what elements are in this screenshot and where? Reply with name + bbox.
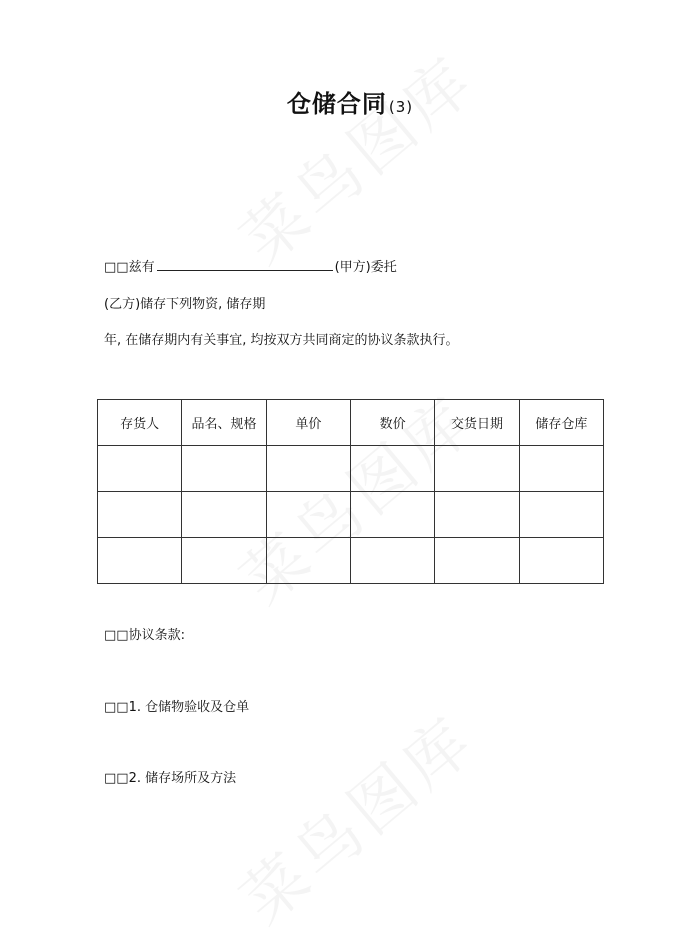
table-cell xyxy=(350,538,434,584)
table-cell xyxy=(435,446,519,492)
table-row xyxy=(98,538,604,584)
table-row xyxy=(98,446,604,492)
table-cell xyxy=(519,446,603,492)
page-title xyxy=(0,84,700,119)
table-cell xyxy=(182,446,266,492)
table-cell xyxy=(182,492,266,538)
table-cell xyxy=(435,538,519,584)
watermark xyxy=(218,31,492,281)
table-header-row xyxy=(98,400,604,446)
table-cell xyxy=(182,538,266,584)
table-header-cell: 品名、规格 xyxy=(182,400,266,446)
watermark xyxy=(218,691,492,941)
table-cell xyxy=(266,446,350,492)
table-header-cell: 单价 xyxy=(266,400,350,446)
intro-line-2: (乙方)储存下列物资, 储存期 xyxy=(104,297,266,312)
intro-line-1 xyxy=(104,256,397,275)
table-cell xyxy=(98,538,182,584)
goods-table xyxy=(97,399,604,584)
table-row xyxy=(98,492,604,538)
table-cell xyxy=(519,538,603,584)
intro-line-1-suffix: (甲方)委托 xyxy=(334,260,397,275)
title-main: 仓储合同 xyxy=(286,90,387,118)
table-cell xyxy=(266,492,350,538)
intro-line-3: 年, 在储存期内有关事宜, 均按双方共同商定的协议条款执行。 xyxy=(104,333,459,348)
intro-line-1-prefix: □□兹有 xyxy=(104,260,155,275)
table-cell xyxy=(350,492,434,538)
table-cell xyxy=(98,446,182,492)
clause-item-1: □□1. 仓储物验收及仓单 xyxy=(104,700,250,715)
table-header-cell: 存货人 xyxy=(98,400,182,446)
table-cell xyxy=(98,492,182,538)
table-cell xyxy=(519,492,603,538)
table-header-cell: 数价 xyxy=(350,400,434,446)
table-cell xyxy=(435,492,519,538)
clause-item-2: □□2. 储存场所及方法 xyxy=(104,771,237,786)
table-header-cell: 储存仓库 xyxy=(519,400,603,446)
party-a-blank xyxy=(157,257,333,271)
clauses-heading: □□协议条款: xyxy=(104,628,185,643)
table-header-cell: 交货日期 xyxy=(435,400,519,446)
table-cell xyxy=(266,538,350,584)
table-cell xyxy=(350,446,434,492)
title-sub: (3) xyxy=(388,98,414,116)
